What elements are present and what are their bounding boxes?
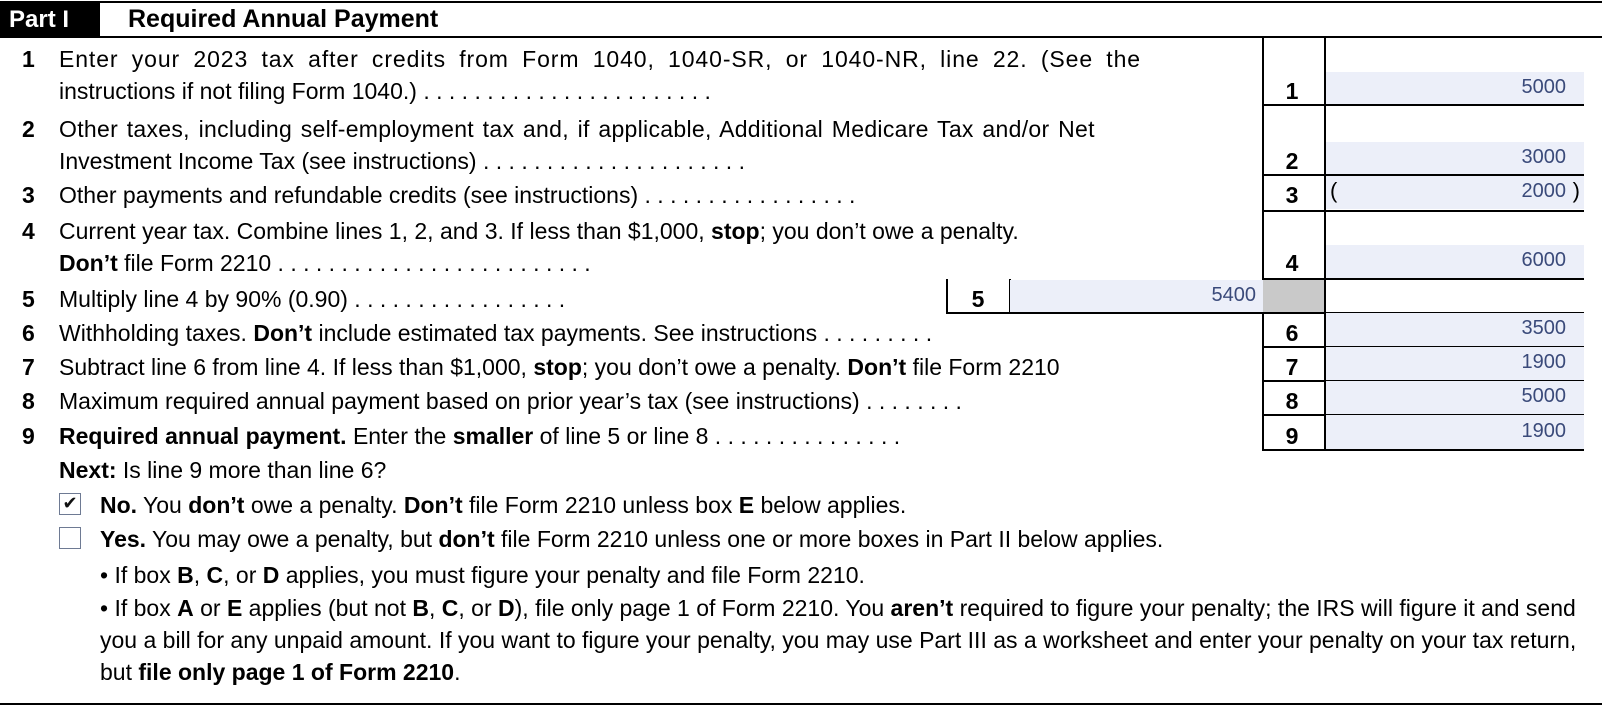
line-number: 2 bbox=[22, 116, 35, 142]
amount-value: 6000 bbox=[1521, 249, 1566, 271]
line-text: Enter your 2023 tax after credits from Form 1040, 1040-SR, or 1040-NR, line 22. (See the bbox=[59, 46, 1141, 72]
amount-field[interactable] bbox=[1010, 280, 1264, 312]
line-number: 3 bbox=[22, 182, 35, 208]
line-text: Investment Income Tax (see instructions) . . . . . . . . . . . . . . . . . . . . . bbox=[59, 148, 745, 174]
box-label: 9 bbox=[1285, 423, 1299, 449]
line-text: Other payments and refundable credits (see instructions) . . . . . . . . . . . . . . . . . bbox=[59, 182, 856, 208]
line-number: 8 bbox=[22, 388, 35, 414]
line-text: Multiply line 4 by 90% (0.90) . . . . . . . . . . . . . . . . . bbox=[59, 286, 566, 312]
line-number: 1 bbox=[22, 46, 35, 72]
amount-field[interactable] bbox=[1326, 72, 1584, 104]
line-number: 5 bbox=[22, 286, 35, 312]
part-badge: Part I bbox=[0, 3, 100, 36]
line-number: 4 bbox=[22, 218, 35, 244]
amount-field[interactable] bbox=[1326, 313, 1584, 346]
amount-field[interactable] bbox=[1326, 142, 1584, 174]
line-text: instructions if not filing Form 1040.) . . . . . . . . . . . . . . . . . . . . . . . bbox=[59, 78, 711, 104]
box-label: 3 bbox=[1285, 182, 1299, 208]
box-label: 5 bbox=[971, 286, 985, 312]
no-checkbox[interactable]: ✔ bbox=[59, 493, 81, 515]
amount-field[interactable] bbox=[1326, 347, 1584, 380]
part-title: Required Annual Payment bbox=[128, 5, 439, 33]
line-number: 7 bbox=[22, 354, 35, 380]
amount-value: 3000 bbox=[1521, 146, 1566, 168]
box-label: 8 bbox=[1285, 388, 1299, 414]
amount-field[interactable] bbox=[1326, 245, 1584, 278]
bullet-text: • If box B, C, or D applies, you must figure your penalty and file Form 2210. bbox=[100, 562, 865, 588]
bottom-rule bbox=[0, 703, 1602, 705]
line-text: Maximum required annual payment based on prior year’s tax (see instructions) . . . . . . . . bbox=[59, 388, 962, 414]
amount-field[interactable] bbox=[1326, 176, 1584, 209]
line-text: Required annual payment. Enter the smaller of line 5 or line 8 . . . . . . . . . . . . . . . bbox=[59, 423, 901, 449]
next-question: Next: Is line 9 more than line 6? bbox=[59, 457, 387, 483]
shaded-cell bbox=[1263, 280, 1324, 312]
line-number: 9 bbox=[22, 423, 35, 449]
yes-option-text: Yes. You may owe a penalty, but don’t file Form 2210 unless one or more boxes in Part II below applies. bbox=[100, 526, 1164, 552]
amount-value: 5000 bbox=[1521, 385, 1566, 407]
line-text: Withholding taxes. Don’t include estimated tax payments. See instructions . . . . . . . . . bbox=[59, 320, 933, 346]
box-label: 6 bbox=[1285, 320, 1299, 346]
box-label: 7 bbox=[1285, 354, 1299, 380]
box-label: 2 bbox=[1285, 148, 1299, 174]
box-label: 4 bbox=[1285, 250, 1299, 276]
open-paren: ( bbox=[1330, 178, 1338, 203]
yes-checkbox[interactable] bbox=[59, 527, 81, 549]
line-number: 6 bbox=[22, 320, 35, 346]
amount-value: 3500 bbox=[1521, 317, 1566, 339]
box-label: 1 bbox=[1285, 78, 1299, 104]
amount-field[interactable] bbox=[1326, 415, 1584, 449]
no-option-text: No. You don’t owe a penalty. Don’t file Form 2210 unless box E below applies. bbox=[100, 492, 907, 518]
line-text: Don’t file Form 2210 . . . . . . . . . . . . . . . . . . . . . . . . . bbox=[59, 250, 591, 276]
part-rule bbox=[0, 36, 1602, 38]
amount-value: 5000 bbox=[1521, 76, 1566, 98]
amount-value: 5400 bbox=[1211, 284, 1256, 306]
close-paren: ) bbox=[1572, 178, 1580, 203]
line-text: Other taxes, including self-employment tax and, if applicable, Additional Medicare Tax and/or Net bbox=[59, 116, 1095, 142]
line-text: Current year tax. Combine lines 1, 2, and 3. If less than $1,000, stop; you don’t owe a penalty. bbox=[59, 218, 1019, 244]
amount-field[interactable] bbox=[1326, 381, 1584, 414]
row3-rule bbox=[1262, 210, 1584, 212]
line-text: Subtract line 6 from line 4. If less than $1,000, stop; you don’t owe a penalty. Don’t file Form 2210 bbox=[59, 354, 1060, 380]
bullet-paragraph: • If box A or E applies (but not B, C, or D), file only page 1 of Form 2210. You aren’t required to figure your penalty; the IRS will figure it and send you a bill for any unpaid amount. If you want to figure your penalty, you may use Part III as a worksheet and enter your penalty on your tax return, but file only page 1 of Form 2210. bbox=[100, 595, 1577, 685]
amount-value: 1900 bbox=[1521, 420, 1566, 442]
amount-value: 2000 bbox=[1521, 180, 1566, 202]
amount-value: 1900 bbox=[1521, 351, 1566, 373]
